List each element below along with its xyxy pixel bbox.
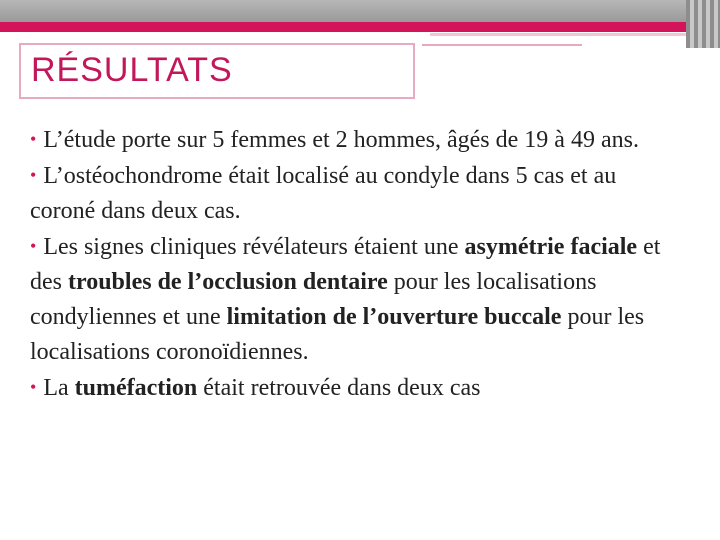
- bullet-icon: •: [30, 129, 37, 149]
- accent-stripe: [430, 33, 720, 36]
- bullet-icon: •: [30, 377, 37, 397]
- bullet-text: et des: [30, 234, 661, 295]
- bullet-item: [30, 229, 670, 370]
- bullet-text: L’étude porte sur 5 femmes et 2 hommes, âgés de 19 à 49 ans.: [43, 127, 639, 153]
- bold-term: tuméfaction: [74, 375, 198, 401]
- bold-term: limitation de l’ouverture buccale: [226, 304, 562, 330]
- corner-stripes: [686, 0, 720, 48]
- bold-term: asymétrie faciale: [464, 234, 638, 260]
- top-gray-bar: [0, 0, 720, 22]
- bullet-icon: •: [30, 236, 37, 256]
- bullet-text: était retrouvée dans deux cas: [197, 375, 481, 401]
- bold-term: troubles de l’occlusion dentaire: [68, 269, 388, 295]
- slide-body: [30, 122, 670, 406]
- bullet-item: [30, 370, 670, 406]
- bullet-text: pour les localisations condyliennes et une: [30, 269, 597, 330]
- title-box: [19, 43, 415, 99]
- bullet-item: [30, 122, 670, 158]
- bullet-text: Les signes cliniques révélateurs étaient une: [43, 234, 465, 260]
- bullet-text: L’ostéochondrome était localisé au condyle dans 5 cas et au coroné dans deux cas.: [30, 163, 617, 224]
- bullet-item: [30, 158, 670, 229]
- top-accent-bar: [0, 22, 720, 32]
- bullet-text: pour les localisations coronoïdiennes.: [30, 304, 645, 365]
- bullet-text: La: [43, 375, 75, 401]
- bullet-icon: •: [30, 165, 37, 185]
- title-underline-accent: [422, 44, 582, 46]
- slide-title: RÉSULTATS: [31, 51, 233, 89]
